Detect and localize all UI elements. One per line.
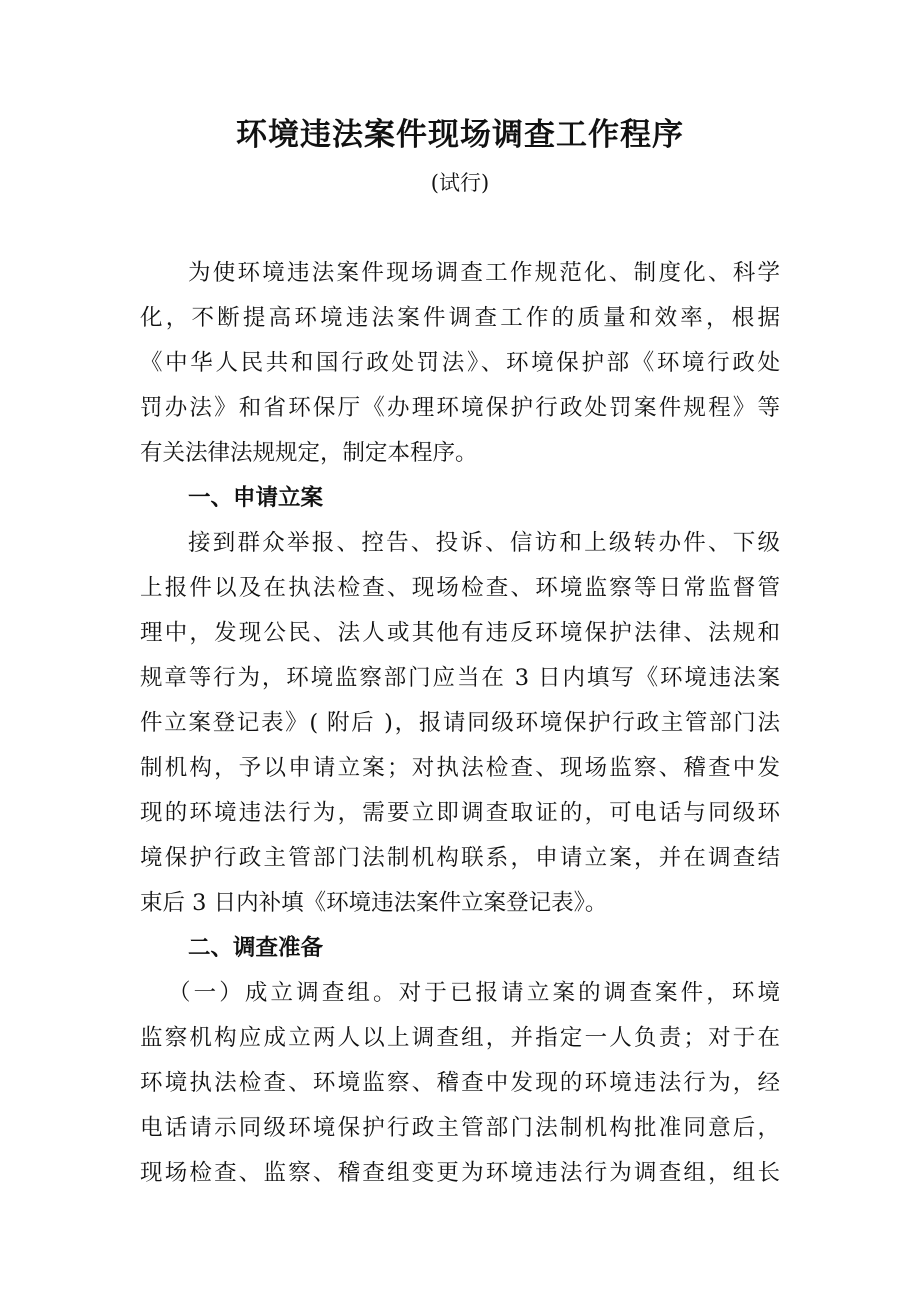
- section-heading: 二、调查准备: [188, 935, 324, 961]
- intro-line: 为使环境违法案件现场调查工作规范化、制度化、科学: [188, 260, 780, 286]
- section-line: 接到群众举报、控告、投诉、信访和上级转办件、下级: [188, 530, 780, 556]
- section-line: 现场检查、监察、稽查组变更为环境违法行为调查组，组长: [140, 1160, 780, 1186]
- section-line: 制机构，予以申请立案；对执法检查、现场监察、稽查中发: [140, 755, 780, 781]
- section-line: 现的环境违法行为，需要立即调查取证的，可电话与同级环: [140, 800, 780, 826]
- section-line: 件立案登记表》( 附后 )，报请同级环境保护行政主管部门法: [140, 710, 780, 736]
- intro-line: 化，不断提高环境违法案件调查工作的质量和效率，根据: [140, 305, 780, 331]
- section-line: 境保护行政主管部门法制机构联系，申请立案，并在调查结: [140, 845, 780, 871]
- document-title: 环境违法案件现场调查工作程序: [236, 117, 684, 153]
- section-line: 环境执法检查、环境监察、稽查中发现的环境违法行为，经: [140, 1070, 780, 1096]
- intro-line: 有关法律法规规定，制定本程序。: [140, 440, 478, 466]
- section-heading: 一、申请立案: [188, 485, 324, 511]
- document-subtitle: (试行): [430, 171, 490, 195]
- section-line: 上报件以及在执法检查、现场检查、环境监察等日常监督管: [140, 575, 780, 601]
- section-line: 理中，发现公民、法人或其他有违反环境保护法律、法规和: [140, 620, 780, 646]
- section-line: （一）成立调查组。对于已报请立案的调查案件，环境: [168, 980, 780, 1006]
- section-line: 规章等行为，环境监察部门应当在 3 日内填写《环境违法案: [140, 665, 780, 691]
- intro-line: 《中华人民共和国行政处罚法》、环境保护部《环境行政处: [140, 350, 780, 376]
- section-line: 监察机构应成立两人以上调查组，并指定一人负责；对于在: [140, 1025, 780, 1051]
- section-line: 电话请示同级环境保护行政主管部门法制机构批准同意后，: [140, 1115, 780, 1141]
- intro-line: 罚办法》和省环保厅《办理环境保护行政处罚案件规程》等: [140, 395, 780, 421]
- section-line: 束后 3 日内补填《环境违法案件立案登记表》。: [140, 890, 608, 916]
